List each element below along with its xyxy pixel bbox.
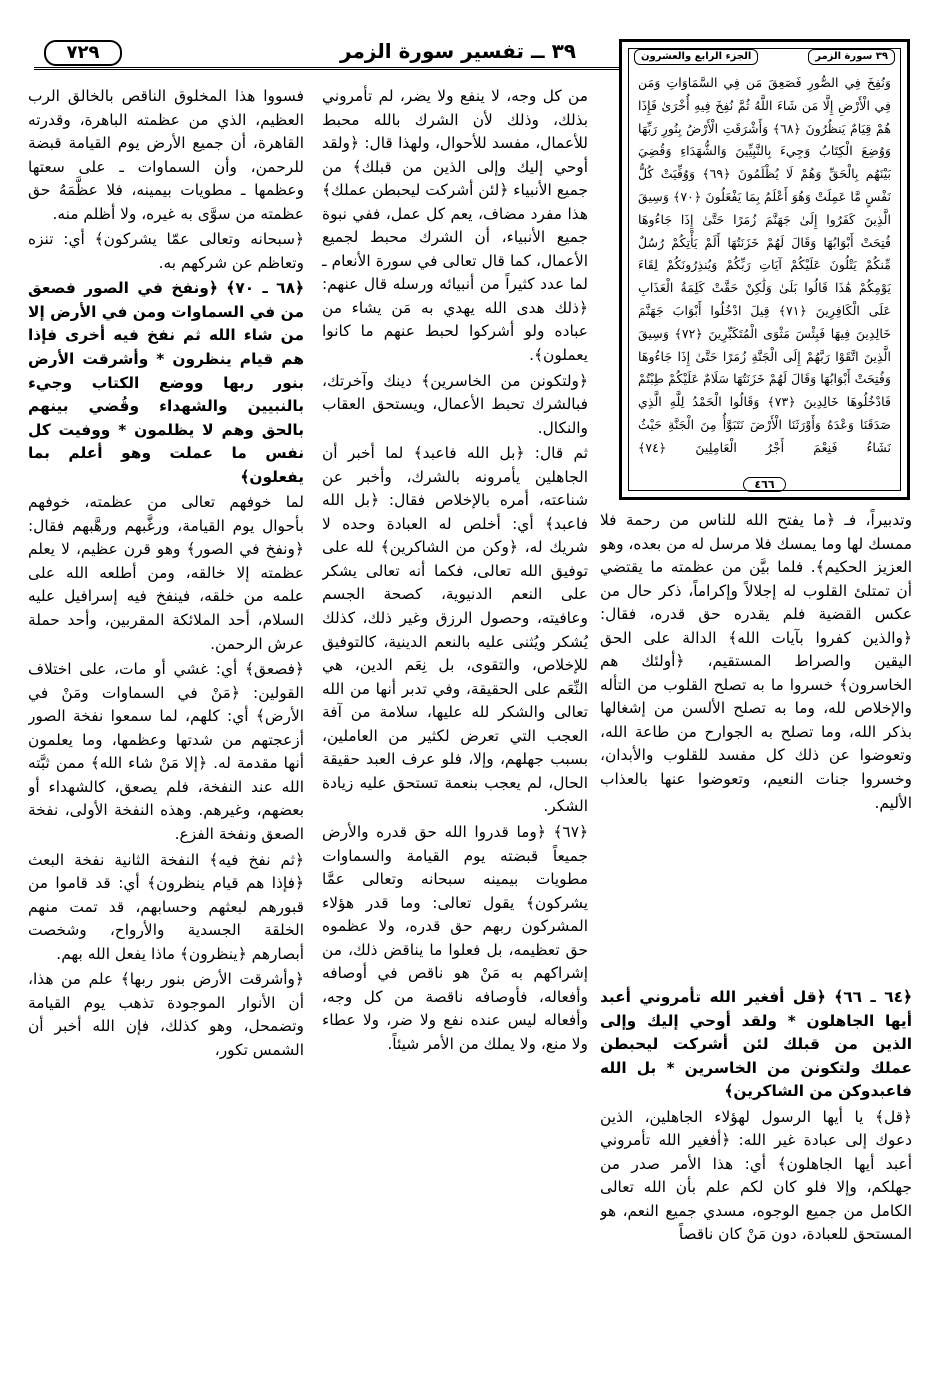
quran-text	[638, 72, 891, 467]
running-title: ٣٩ ــ تفسير سورة الزمر	[340, 39, 576, 63]
right-column-bottom	[600, 986, 912, 1370]
paragraph: وتدبيراً، فـ ﴿ما يفتح الله للناس من رحمة فلا ممسك لها وما يمسك فلا مرسل له من بعده، وهو العزيز الحكيم﴾. فلما بيَّن من عظمته ما يقتضي أن تمتلئ القلوب له إجلالاً وإكراماً، ذكر حال من عكس القضية فلم يقدره حق قدره، فقال: ﴿والذين كفروا بآيات الله﴾ الدالة على الحق اليقين والصراط المستقيم، ﴿أولئك هم الخاسرون﴾ خسروا ما به تصلح القلوب من التأله والإخلاص لله، وما به تصلح الألسن من إشغالها بذكر الله، وما تصلح به الجوارح من طاعة الله، وتعوضوا عن ذلك كل مفسد للقلوب والأبدان، وخسروا جنات النعيم، وتعوضوا عنها بالعذاب الأليم.	[600, 511, 912, 812]
paragraph: ﴿ثم نفخ فيه﴾ النفخة الثانية نفخة البعث ﴿فإذا هم قيام ينظرون﴾ أي: قد قاموا من قبورهم لبعثهم وحسابهم، قد تمت منهم الخلقة الجسدية والأرواح، وشخصت أبصارهم ﴿ينظرون﴾ ماذا يفعل الله بهم.	[28, 850, 304, 963]
paragraph: ﴿وأشرقت الأرض بنور ربها﴾ علم من هذا، أن الأنوار الموجودة تذهب يوم القيامة وتضمحل، وهو كذلك، فإن الله أخبر أن الشمس تكور،	[28, 970, 304, 1059]
left-column	[28, 85, 304, 1370]
paragraph: لما خوفهم تعالى من عظمته، خوفهم بأحوال يوم القيامة، ورغَّبهم ورهَّبهم فقال: ﴿ونفخ في الصور﴾ وهو قرن عظيم، لا يعلم عظمته إلا خالقه، ومن أطلعه الله على علمه من خلقه، فينفخ فيه إسرافيل عليه السلام، أحد الملائكة المقربين، وأحد حملة عرش الرحمن.	[28, 493, 304, 653]
verse-block: ﴿٦٤ ـ ٦٦﴾ ﴿قل أفغير الله تأمروني أعبد أيها الجاهلون * ولقد أوحي إليك وإلى الذين من قبلك لئن أشركت ليحبطن عملك ولتكونن من الخاسرين * بل الله فاعبدوكن من الشاكرين﴾	[600, 988, 912, 1101]
paragraph: ﴿٦٧﴾ ﴿وما قدروا الله حق قدره والأرض جميعاً قبضته يوم القيامة والسماوات مطويات بيمينه سبحانه وتعالى عمَّا يشركون﴾ يقول تعالى: وما قدر هؤلاء المشركون ربهم حق قدره، ولا عظموه حق تعظيمه، بل فعلوا ما يناقض ذلك، من إشراكهم به مَنْ هو ناقص في أوصافه وأفعاله، فأوصافه ناقصة من كل وجه، وأفعاله ليس عنده نفع ولا ضر، ولا عطاء ولا منع، ولا يملك من الأمر شيئاً.	[322, 822, 588, 1053]
middle-column	[322, 85, 588, 1370]
paragraph: ثم قال: ﴿بل الله فاعبد﴾ لما أخبر أن الجاهلين يأمرونه بالشرك، وأخبر عن شناعته، أمره بالإخلاص فقال: ﴿بل الله فاعبد﴾ أي: أخلص له العبادة وحده لا شريك له، ﴿وكن من الشاكرين﴾ لله على توفيق الله تعالى، فكما أنه تعالى يشكر على النعم الدنيوية، كصحة الجسم وعافيته، وحصول الرزق وغير ذلك، كذلك يُشكر ويُثنى عليه بالنعم الدينية، كالتوفيق للإخلاص، والتقوى، بل نِعَم الدين، هي النِّعَم على الحقيقة، وفي تدبر أنها من الله تعالى والشكر لله عليها، سلامة من آفة العجب التي تعرض لكثير من العاملين، بسبب جهلهم، وإلا، فلو عرف العبد حقيقة الحال، لم يعجب بنعمة تستحق عليه زيادة الشكر.	[322, 444, 588, 816]
quran-panel	[619, 39, 910, 500]
quran-page-number: ٤٦٦	[743, 477, 785, 492]
quran-juz-label: الجزء الرابع والعشرون	[634, 49, 758, 65]
verse-block: ﴿٦٨ ـ ٧٠﴾ ﴿ونفخ في الصور فصعق من في السماوات ومن في الأرض إلا من شاء الله ثم نفخ فيه أخرى فإذا هم قيام ينظرون * وأشرقت الأرض بنور ربها ووضع الكتاب وجيء بالنبيين والشهداء وقُضي بينهم بالحق وهم لا يظلمون * ووفيت كل نفس ما عملت وهو أعلم بما يفعلون﴾	[28, 279, 304, 486]
paragraph: فسووا هذا المخلوق الناقص بالخالق الرب العظيم، الذي من عظمته الباهرة، وقدرته القاهرة، أن جميع الأرض يوم القيامة قبضة للرحمن، وأن السماوات ـ على سعتها وعظمها ـ مطويات بيمينه، فلا عظَّمَهُ حق عظمته من سوَّى به غيره، ولا أظلم منه.	[28, 87, 304, 223]
paragraph: ﴿فصعق﴾ أي: غشي أو مات، على اختلاف القولين: ﴿مَنْ في السماوات ومَنْ في الأرض﴾ أي: كلهم، لما سمعوا نفخة الصور أزعجتهم من شدتها وعظمها، وما يعلمون أنها مقدمة له. ﴿إلا مَنْ شاء الله﴾ ممن ثبَّته الله عند النفخة، فلم يصعق، كالشهداء أو بعضهم، وغيرهم. وهذه النفخة الأولى، نفخة الصعق ونفخة الفزع.	[28, 660, 304, 843]
quran-sura-label: ٣٩ سورة الزمر	[808, 49, 895, 65]
paragraph: ﴿قل﴾ يا أيها الرسول لهؤلاء الجاهلين، الذين دعوك إلى عبادة غير الله: ﴿أفغير الله تأمروني أعبد أيها الجاهلون﴾ أي: هذا الأمر صدر من جهلكم، وإلا فلو كان لكم علم بأن الله تعالى الكامل من جميع الوجوه، مسدي جميع النعم، هو المستحق للعبادة، دون مَنْ كان ناقصاً	[600, 1107, 912, 1244]
paragraph: ﴿ولتكونن من الخاسرين﴾ دينك وآخرتك، فبالشرك تحبط الأعمال، ويستحق العقاب والنكال.	[322, 371, 588, 437]
right-column-top	[600, 509, 912, 982]
page-number: ٧٢٩	[44, 40, 122, 66]
paragraph: من كل وجه، لا ينفع ولا يضر، لم تأمروني بذلك، وذلك لأن الشرك بالله محبط للأعمال، مفسد للأحوال، ولهذا قال: ﴿ولقد أوحي إليك وإلى الذين من قبلك﴾ من جميع الأنبياء ﴿لئن أشركت ليحبطن عملك﴾ هذا مفرد مضاف، يعم كل عمل، ففي نبوة جميع الأنبياء، أن الشرك محبط لجميع الأعمال، كما قال تعالى في سورة الأنعام ـ لما عدد كثيراً من أنبيائه ورسله قال عنهم: ﴿ذلك هدى الله يهدي به مَن يشاء من عباده ولو أشركوا لحبط عنهم ما كانوا يعملون﴾.	[322, 87, 588, 365]
quran-panel-footer	[622, 478, 907, 491]
quran-verses: وَنُفِخَ فِي الصُّورِ فَصَعِقَ مَن فِي السَّمَاوَاتِ وَمَن فِي الْأَرْضِ إِلَّا مَن شَاءَ اللَّهُ ثُمَّ نُفِخَ فِيهِ أُخْرَىٰ فَإِذَا هُمْ قِيَامٌ يَنظُرُونَ ﴿٦٨﴾ وَأَشْرَقَتِ الْأَرْضُ بِنُورِ رَبِّهَا وَوُضِعَ الْكِتَابُ وَجِيءَ بِالنَّبِيِّينَ وَالشُّهَدَاءِ وَقُضِيَ بَيْنَهُم بِالْحَقِّ وَهُمْ لَا يُظْلَمُونَ ﴿٦٩﴾ وَوُفِّيَتْ كُلُّ نَفْسٍ مَّا عَمِلَتْ وَهُوَ أَعْلَمُ بِمَا يَفْعَلُونَ ﴿٧٠﴾ وَسِيقَ الَّذِينَ كَفَرُوا إِلَىٰ جَهَنَّمَ زُمَرًا حَتَّىٰ إِذَا جَاءُوهَا فُتِحَتْ أَبْوَابُهَا وَقَالَ لَهُمْ خَزَنَتُهَا أَلَمْ يَأْتِكُمْ رُسُلٌ مِّنكُمْ يَتْلُونَ عَلَيْكُمْ آيَاتِ رَبِّكُمْ وَيُنذِرُونَكُمْ لِقَاءَ يَوْمِكُمْ هَٰذَا قَالُوا بَلَىٰ وَلَٰكِنْ حَقَّتْ كَلِمَةُ الْعَذَابِ عَلَى الْكَافِرِينَ ﴿٧١﴾ قِيلَ ادْخُلُوا أَبْوَابَ جَهَنَّمَ خَالِدِينَ فِيهَا فَبِئْسَ مَثْوَى الْمُتَكَبِّرِينَ ﴿٧٢﴾ وَسِيقَ الَّذِينَ اتَّقَوْا رَبَّهُمْ إِلَى الْجَنَّةِ زُمَرًا حَتَّىٰ إِذَا جَاءُوهَا وَفُتِحَتْ أَبْوَابُهَا وَقَالَ لَهُمْ خَزَنَتُهَا سَلَامٌ عَلَيْكُمْ طِبْتُمْ فَادْخُلُوهَا خَالِدِينَ ﴿٧٣﴾ وَقَالُوا الْحَمْدُ لِلَّهِ الَّذِي صَدَقَنَا وَعْدَهُ وَأَوْرَثَنَا الْأَرْضَ نَتَبَوَّأُ مِنَ الْجَنَّةِ حَيْثُ نَشَاءُ فَنِعْمَ أَجْرُ الْعَامِلِينَ ﴿٧٤﴾	[638, 75, 891, 455]
paragraph: ﴿سبحانه وتعالى عمّا يشركون﴾ أي: تنزه وتعاظم عن شركهم به.	[28, 230, 304, 272]
quran-panel-header	[634, 49, 895, 65]
